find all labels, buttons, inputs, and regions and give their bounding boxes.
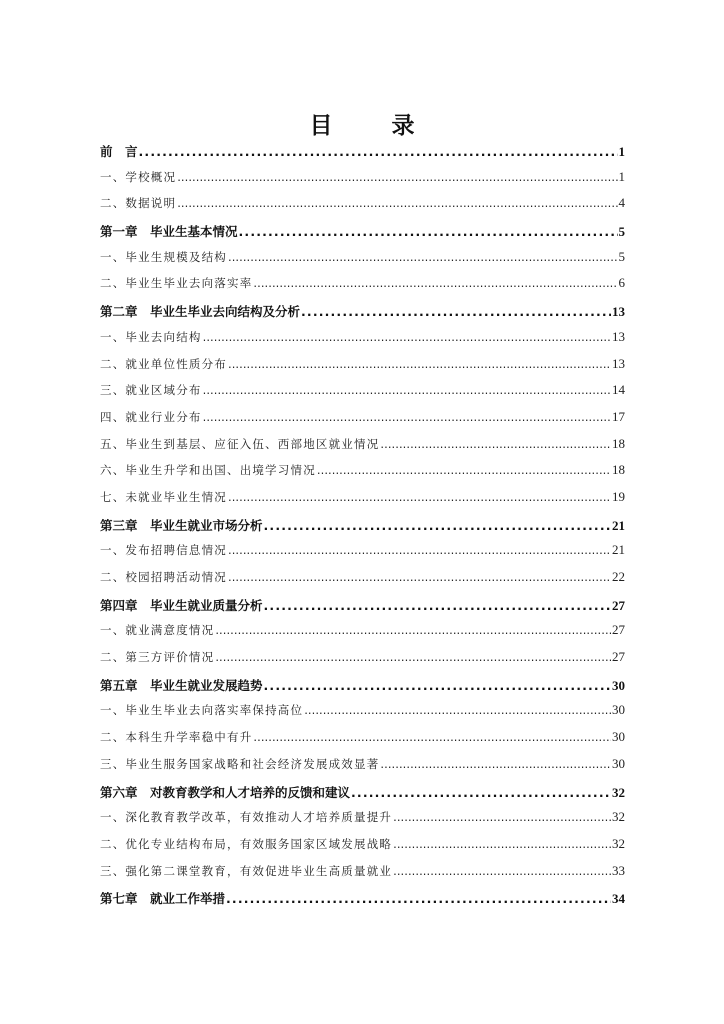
dot-leader: [253, 730, 611, 744]
toc-entry-label: 二、数据说明: [100, 196, 177, 211]
toc-entry[interactable]: [100, 222, 625, 249]
dot-leader: [380, 437, 611, 451]
dot-leader: [304, 703, 611, 717]
toc-entry-label: 二、毕业生毕业去向落实率: [100, 276, 253, 291]
dot-leader: [139, 144, 618, 159]
toc-entry[interactable]: [100, 596, 625, 623]
toc-entry-page-number: 34: [612, 891, 625, 907]
toc-entry-label: 七、未就业毕业生情况: [100, 489, 227, 504]
toc-entry-page-number: 30: [612, 729, 625, 745]
toc-entry[interactable]: [100, 169, 625, 196]
toc-entry[interactable]: [100, 516, 625, 543]
dot-leader: [177, 196, 617, 210]
toc-entry[interactable]: [100, 409, 625, 436]
toc-entry[interactable]: [100, 436, 625, 463]
toc-entry-label: 一、深化教育教学改革，有效推动人才培养质量提升: [100, 810, 393, 825]
toc-entry-label: 第七章 就业工作举措: [100, 891, 226, 907]
toc-entry[interactable]: [100, 702, 625, 729]
toc-entry-page-number: 32: [612, 809, 625, 825]
dot-leader: [301, 304, 611, 319]
toc-entry-label: 第三章 毕业生就业市场分析: [100, 517, 263, 533]
toc-entry-label: 一、毕业生毕业去向落实率保持高位: [100, 703, 304, 718]
toc-entry-page-number: 4: [618, 195, 625, 211]
toc-entry-label: 六、毕业生升学和出国、出境学习情况: [100, 463, 316, 478]
page-title: 目 录: [309, 112, 433, 139]
toc-entry-label: 第二章 毕业生毕业去向结构及分析: [100, 304, 301, 320]
dot-leader: [203, 383, 611, 397]
toc-entry-page-number: 30: [612, 755, 625, 771]
dot-leader: [393, 837, 611, 851]
dot-leader: [264, 678, 611, 693]
toc-entry[interactable]: [100, 142, 625, 169]
toc-entry-page-number: 27: [612, 622, 625, 638]
toc-entry-label: 一、学校概况: [100, 169, 177, 184]
dot-leader: [226, 891, 611, 906]
toc-entry-label: 三、毕业生服务国家战略和社会经济发展成效显著: [100, 756, 380, 771]
toc-entry-page-number: 21: [612, 517, 625, 533]
toc-entry[interactable]: [100, 329, 625, 356]
toc-entry[interactable]: [100, 249, 625, 276]
toc-entry[interactable]: [100, 889, 625, 916]
toc-entry-label: 前 言: [100, 144, 138, 159]
dot-leader: [380, 757, 611, 771]
toc-entry-page-number: 18: [612, 435, 625, 451]
toc-entry-page-number: 27: [612, 649, 625, 665]
toc-entry-label: 二、校园招聘活动情况: [100, 570, 227, 584]
toc-entry-label: 三、就业区域分布: [100, 383, 202, 398]
toc-entry[interactable]: [100, 836, 625, 863]
toc-entry[interactable]: [100, 356, 625, 383]
toc-entry-page-number: 17: [612, 408, 625, 424]
toc-entry-label: 一、发布招聘信息情况: [100, 543, 227, 558]
dot-leader: [264, 518, 611, 533]
dot-leader: [351, 785, 611, 800]
toc-entry-label: 三、强化第二课堂教育，有效促进毕业生高质量就业: [100, 863, 393, 878]
toc-entry[interactable]: [100, 462, 625, 489]
toc-entry[interactable]: [100, 756, 625, 783]
dot-leader: [177, 170, 617, 184]
toc-entry-page-number: 6: [618, 275, 625, 291]
toc-entry[interactable]: [100, 649, 625, 676]
dot-leader: [228, 570, 611, 584]
toc-entry-label: 第五章 毕业生就业发展趋势: [100, 677, 263, 693]
toc-entry[interactable]: [100, 676, 625, 703]
toc-entry-label: 第六章 对教育教学和人才培养的反馈和建议: [100, 784, 351, 800]
toc-entry[interactable]: [100, 195, 625, 222]
toc-entry-page-number: 1: [618, 168, 625, 184]
toc-entry[interactable]: [100, 489, 625, 516]
toc-entry[interactable]: [100, 275, 625, 302]
toc-entry-page-number: 14: [612, 382, 625, 398]
toc-entry[interactable]: [100, 729, 625, 756]
dot-leader: [239, 224, 618, 239]
toc-entry-page-number: 13: [612, 355, 625, 371]
toc-entry-page-number: 1: [618, 144, 625, 159]
toc-entry-page-number: 13: [612, 304, 625, 320]
toc-entry-page-number: 30: [612, 702, 625, 718]
dot-leader: [317, 463, 611, 477]
toc-entry[interactable]: [100, 542, 625, 569]
dot-leader: [203, 410, 611, 424]
dot-leader: [203, 330, 611, 344]
toc-entry-page-number: 32: [612, 784, 625, 800]
dot-leader: [228, 490, 611, 504]
toc-entry-page-number: 27: [612, 597, 625, 613]
toc-entry[interactable]: [100, 783, 625, 810]
toc-entry[interactable]: [100, 622, 625, 649]
toc-entry[interactable]: [100, 569, 625, 596]
toc-entry-page-number: 19: [612, 488, 625, 504]
dot-leader: [253, 276, 617, 290]
dot-leader: [215, 623, 611, 637]
toc-entry-page-number: 5: [618, 248, 625, 264]
toc-entry[interactable]: [100, 809, 625, 836]
dot-leader: [228, 357, 611, 371]
toc-entry-label: 四、就业行业分布: [100, 409, 202, 424]
toc-entry-page-number: 13: [612, 328, 625, 344]
toc-entry-label: 一、毕业去向结构: [100, 329, 202, 344]
toc-entry-page-number: 32: [612, 835, 625, 851]
toc-entry-page-number: 21: [612, 542, 625, 558]
dot-leader: [264, 598, 611, 613]
toc-entry-page-number: 22: [612, 569, 625, 584]
toc-entry-page-number: 5: [618, 224, 625, 240]
toc-entry-label: 第一章 毕业生基本情况: [100, 224, 238, 240]
toc-entry[interactable]: [100, 382, 625, 409]
dot-leader: [215, 650, 611, 664]
toc-entry-label: 二、本科生升学率稳中有升: [100, 730, 253, 745]
dot-leader: [393, 864, 611, 878]
dot-leader: [228, 543, 611, 557]
toc-entry-page-number: 18: [612, 462, 625, 478]
toc-entry-label: 五、毕业生到基层、应征入伍、西部地区就业情况: [100, 436, 380, 451]
toc-entry-page-number: 30: [612, 677, 625, 693]
toc-entry-label: 一、毕业生规模及结构: [100, 249, 227, 264]
dot-leader: [228, 250, 618, 264]
toc-entry[interactable]: [100, 863, 625, 890]
toc-entry-page-number: 33: [612, 862, 625, 878]
dot-leader: [393, 810, 611, 824]
toc-entry-label: 第四章 毕业生就业质量分析: [100, 597, 263, 613]
toc-entry-label: 二、第三方评价情况: [100, 650, 215, 665]
toc-entry-label: 一、就业满意度情况: [100, 623, 215, 638]
toc-entry[interactable]: [100, 302, 625, 329]
toc-entry-label: 二、就业单位性质分布: [100, 356, 227, 371]
toc-entry-label: 二、优化专业结构布局，有效服务国家区域发展战略: [100, 836, 393, 851]
table-of-contents: [100, 142, 625, 916]
